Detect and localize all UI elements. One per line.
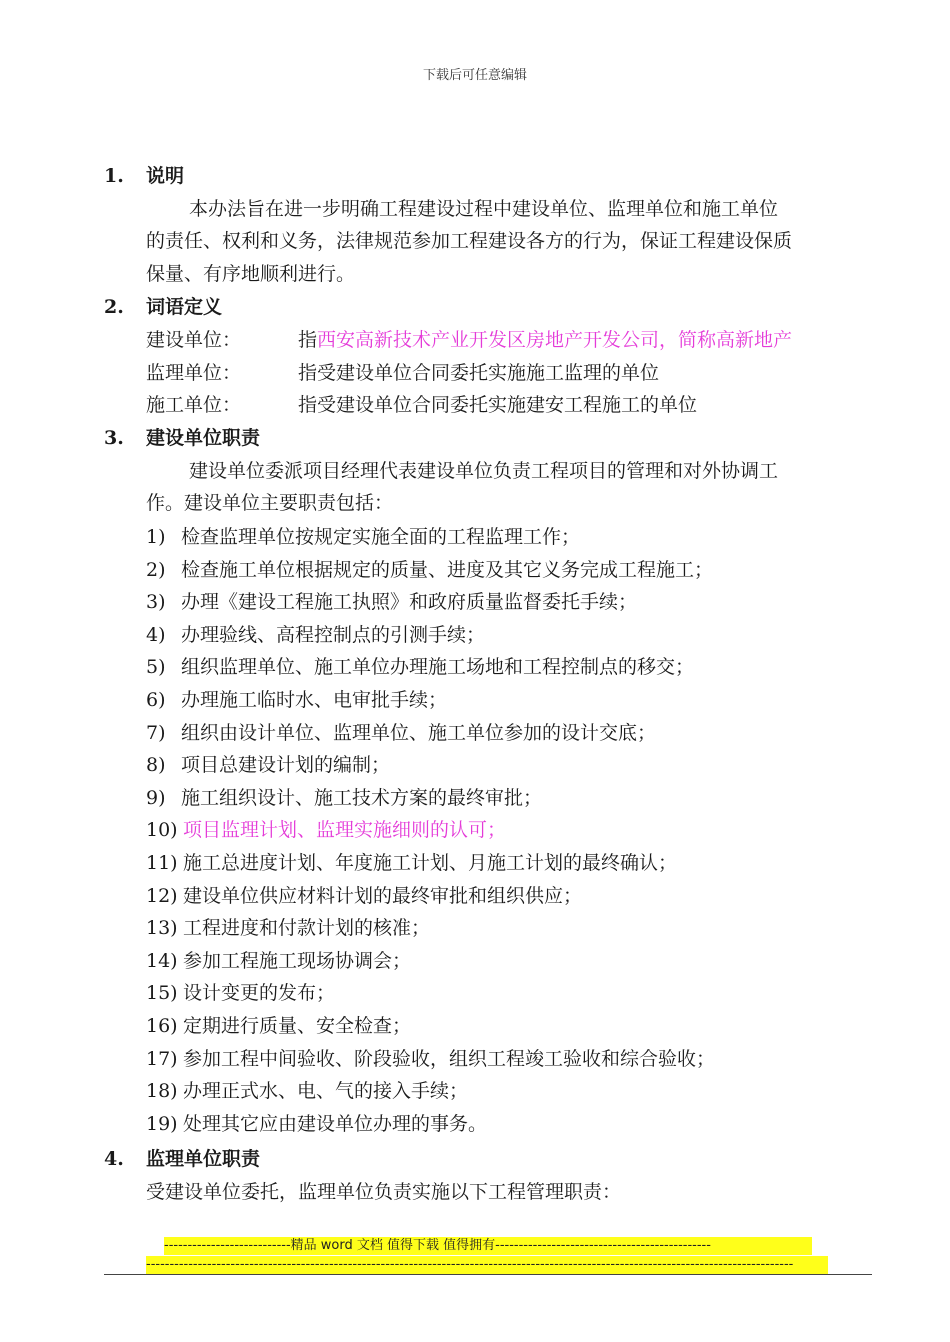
- def-term-client: 建设单位：: [146, 329, 242, 351]
- list-item-number: 8): [146, 754, 166, 776]
- list-item-text: 办理验线、高程控制点的引测手续；: [181, 624, 486, 646]
- footer-banner: ---------------------------精品 word 文档 值得下载 值得拥有----------------------------------------------: [164, 1237, 812, 1255]
- list-item-number: 11): [146, 852, 178, 874]
- list-item-text: 项目监理计划、监理实施细则的认可；: [183, 819, 507, 841]
- list-item-text: 组织由设计单位、监理单位、施工单位参加的设计交底；: [181, 722, 657, 744]
- def-desc-client-highlight: 西安高新技术产业开发区房地产开发公司，简称高新地产: [317, 329, 793, 351]
- section-4-title: 监理单位职责: [146, 1148, 261, 1170]
- list-item-number: 17): [146, 1048, 178, 1070]
- page-header: 下载后可任意编辑: [422, 68, 527, 83]
- list-item-text: 组织监理单位、施工单位办理施工场地和工程控制点的移交；: [181, 656, 695, 678]
- s1-line-1: 本办法旨在进一步明确工程建设过程中建设单位、监理单位和施工单位: [189, 198, 779, 220]
- list-item-number: 6): [146, 689, 166, 711]
- list-item-text: 办理正式水、电、气的接入手续；: [183, 1080, 469, 1102]
- section-2-title: 词语定义: [146, 296, 223, 318]
- list-item-number: 4): [146, 624, 166, 646]
- list-item-text: 处理其它应由建设单位办理的事务。: [183, 1113, 488, 1135]
- list-item-number: 19): [146, 1113, 178, 1135]
- s3-intro-2: 作。建设单位主要职责包括：: [146, 492, 394, 514]
- list-item-number: 18): [146, 1080, 178, 1102]
- list-item-text: 检查监理单位按规定实施全面的工程监理工作；: [181, 526, 581, 548]
- list-item-number: 14): [146, 950, 178, 972]
- list-item-number: 1): [146, 526, 166, 548]
- list-item-number: 13): [146, 917, 178, 939]
- list-item-number: 10): [146, 819, 178, 841]
- list-item-text: 建设单位供应材料计划的最终审批和组织供应；: [183, 885, 583, 907]
- s4-intro: 受建设单位委托，监理单位负责实施以下工程管理职责：: [146, 1181, 622, 1203]
- s1-line-2: 的责任、权利和义务，法律规范参加工程建设各方的行为，保证工程建设保质: [146, 230, 793, 252]
- def-term-contractor: 施工单位：: [146, 394, 242, 416]
- list-item-text: 设计变更的发布；: [183, 982, 336, 1004]
- list-item-text: 施工总进度计划、年度施工计划、月施工计划的最终确认；: [183, 852, 678, 874]
- list-item-number: 15): [146, 982, 178, 1004]
- list-item-number: 16): [146, 1015, 178, 1037]
- list-item-number: 7): [146, 722, 166, 744]
- list-item-number: 5): [146, 656, 166, 678]
- footer-dashes: ------------------------------------------------------------------------------------------------------------------------------------------: [146, 1256, 828, 1274]
- list-item-number: 3): [146, 591, 166, 613]
- list-item-number: 12): [146, 885, 178, 907]
- s1-line-3: 保量、有序地顺利进行。: [146, 263, 356, 285]
- def-desc-supervisor: 指受建设单位合同委托实施施工监理的单位: [298, 362, 660, 384]
- footer-rule: [104, 1274, 872, 1275]
- section-3-title: 建设单位职责: [146, 427, 261, 449]
- list-item-text: 办理施工临时水、电审批手续；: [181, 689, 448, 711]
- list-item-text: 施工组织设计、施工技术方案的最终审批；: [181, 787, 543, 809]
- list-item-text: 参加工程施工现场协调会；: [183, 950, 412, 972]
- list-item-number: 2): [146, 559, 166, 581]
- list-item-text: 工程进度和付款计划的核准；: [183, 917, 431, 939]
- list-item-text: 定期进行质量、安全检查；: [183, 1015, 412, 1037]
- section-1-title: 说明: [146, 165, 185, 187]
- list-item-text: 检查施工单位根据规定的质量、进度及其它义务完成工程施工；: [181, 559, 714, 581]
- list-item-text: 参加工程中间验收、阶段验收，组织工程竣工验收和综合验收；: [183, 1048, 716, 1070]
- list-item-number: 9): [146, 787, 166, 809]
- list-item-text: 项目总建设计划的编制；: [181, 754, 391, 776]
- def-term-supervisor: 监理单位：: [146, 362, 242, 384]
- s3-intro-1: 建设单位委派项目经理代表建设单位负责工程项目的管理和对外协调工: [189, 460, 779, 482]
- list-item-text: 办理《建设工程施工执照》和政府质量监督委托手续；: [181, 591, 638, 613]
- def-desc-client: 指西安高新技术产业开发区房地产开发公司，简称高新地产: [298, 329, 793, 351]
- def-desc-contractor: 指受建设单位合同委托实施建安工程施工的单位: [298, 394, 698, 416]
- section-1-number: 1.: [104, 165, 124, 187]
- section-2-number: 2.: [104, 296, 124, 318]
- section-3-number: 3.: [104, 427, 124, 449]
- section-4-number: 4.: [104, 1148, 124, 1170]
